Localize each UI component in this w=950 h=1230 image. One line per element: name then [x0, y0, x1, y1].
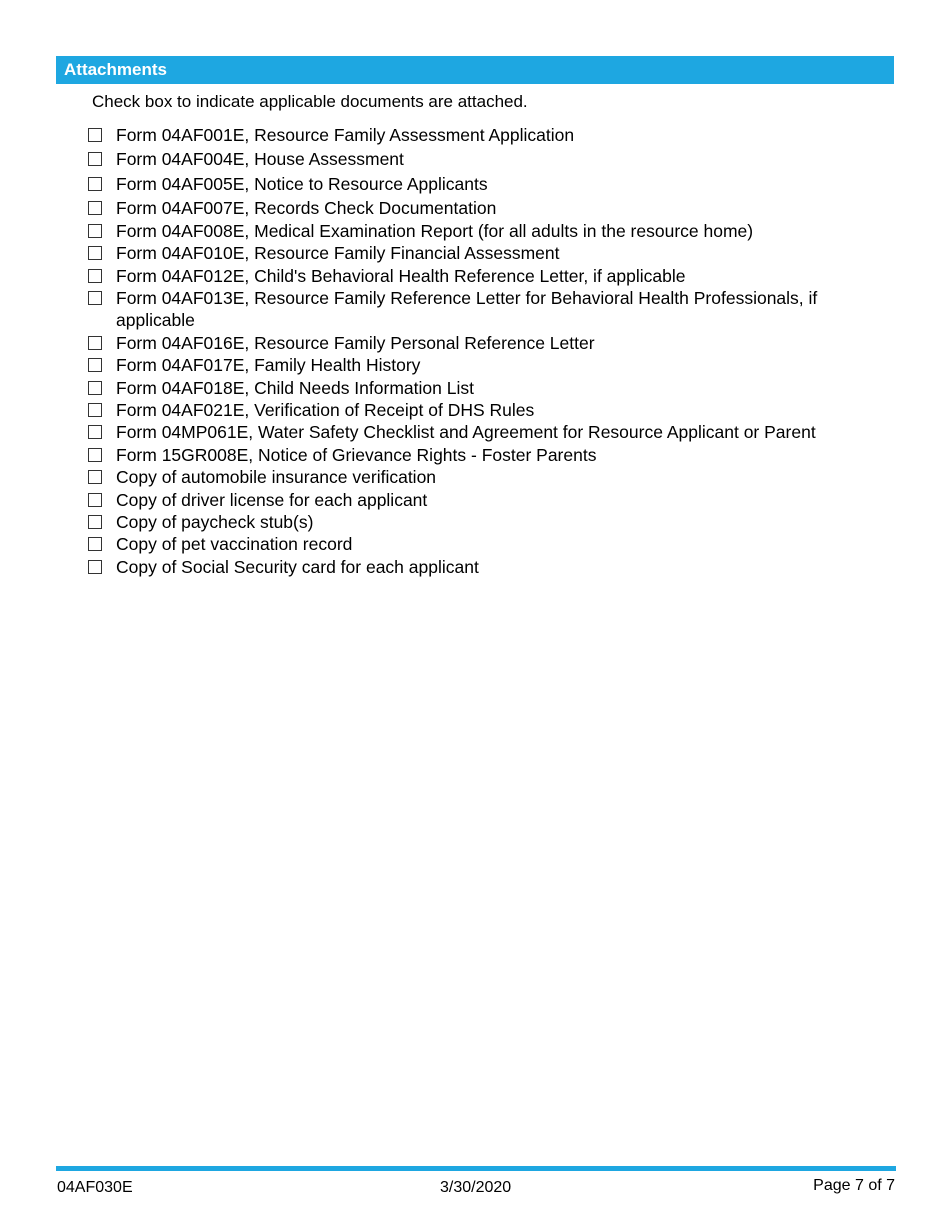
- attachment-item: [88, 148, 878, 170]
- attachment-label: Form 04MP061E, Water Safety Checklist and Agreement for Resource Applicant or Parent: [116, 422, 816, 443]
- attachment-item: [88, 556, 878, 578]
- attachment-label: Copy of pet vaccination record: [116, 534, 353, 555]
- attachment-label: Form 04AF010E, Resource Family Financial Assessment: [116, 243, 560, 264]
- attachment-item: [88, 511, 878, 533]
- footer-page-number: Page 7 of 7: [813, 1177, 895, 1194]
- attachment-label: Form 04AF017E, Family Health History: [116, 355, 421, 376]
- attachment-item: [88, 242, 878, 264]
- attachment-checkbox[interactable]: [88, 336, 102, 350]
- attachment-label: Form 04AF018E, Child Needs Information List: [116, 377, 474, 398]
- footer-form-id: 04AF030E: [57, 1179, 133, 1196]
- attachment-item: [88, 377, 878, 399]
- attachment-item: [88, 124, 878, 146]
- attachment-checkbox[interactable]: [88, 177, 102, 191]
- attachment-label: Form 04AF012E, Child's Behavioral Health Reference Letter, if applicable: [116, 265, 686, 286]
- attachment-item: [88, 197, 878, 219]
- attachment-checkbox[interactable]: [88, 537, 102, 551]
- attachment-item: [88, 265, 878, 287]
- attachment-item: [88, 489, 878, 511]
- attachments-instruction: Check box to indicate applicable documents are attached.: [92, 92, 528, 111]
- attachment-label: Form 04AF008E, Medical Examination Report (for all adults in the resource home): [116, 220, 754, 241]
- attachment-item: [88, 421, 878, 443]
- attachment-item: [88, 399, 878, 421]
- attachment-label: Form 04AF016E, Resource Family Personal Reference Letter: [116, 332, 595, 353]
- attachment-checkbox[interactable]: [88, 224, 102, 238]
- attachment-checkbox[interactable]: [88, 403, 102, 417]
- attachment-label: Copy of Social Security card for each applicant: [116, 556, 479, 577]
- attachment-label: Form 04AF013E, Resource Family Reference Letter for Behavioral Health Professionals, if applicable: [116, 288, 818, 331]
- attachment-checkbox[interactable]: [88, 515, 102, 529]
- attachment-item: [88, 287, 878, 332]
- attachment-item: [88, 466, 878, 488]
- attachment-label: Copy of automobile insurance verification: [116, 467, 437, 488]
- attachment-checkbox[interactable]: [88, 201, 102, 215]
- attachment-item: [88, 533, 878, 555]
- attachment-label: Form 04AF001E, Resource Family Assessment Application: [116, 125, 575, 145]
- attachment-item: [88, 354, 878, 376]
- attachment-checkbox[interactable]: [88, 560, 102, 574]
- attachment-checkbox[interactable]: [88, 425, 102, 439]
- footer-divider: [56, 1166, 896, 1171]
- attachment-item: [88, 173, 878, 195]
- attachment-checkbox[interactable]: [88, 152, 102, 166]
- attachment-checkbox[interactable]: [88, 448, 102, 462]
- attachment-label: Form 04AF004E, House Assessment: [116, 149, 404, 169]
- section-header-attachments: [56, 56, 894, 84]
- attachment-checkbox[interactable]: [88, 246, 102, 260]
- attachments-checklist: [88, 124, 878, 578]
- attachment-checkbox[interactable]: [88, 358, 102, 372]
- attachment-checkbox[interactable]: [88, 470, 102, 484]
- attachment-label: Copy of driver license for each applicant: [116, 489, 428, 510]
- attachment-item: [88, 332, 878, 354]
- attachment-checkbox[interactable]: [88, 493, 102, 507]
- attachment-label: Form 04AF007E, Records Check Documentation: [116, 198, 497, 218]
- attachment-label: Form 04AF021E, Verification of Receipt of DHS Rules: [116, 400, 535, 421]
- attachment-label: Form 15GR008E, Notice of Grievance Rights - Foster Parents: [116, 444, 597, 465]
- attachment-checkbox[interactable]: [88, 128, 102, 142]
- footer-date: 3/30/2020: [440, 1179, 512, 1196]
- attachment-checkbox[interactable]: [88, 381, 102, 395]
- attachment-label: Form 04AF005E, Notice to Resource Applicants: [116, 173, 488, 194]
- attachment-label: Copy of paycheck stub(s): [116, 512, 314, 533]
- attachment-item: [88, 220, 878, 242]
- attachment-item: [88, 444, 878, 466]
- section-title: Attachments: [64, 60, 167, 79]
- attachment-checkbox[interactable]: [88, 291, 102, 305]
- attachment-checkbox[interactable]: [88, 269, 102, 283]
